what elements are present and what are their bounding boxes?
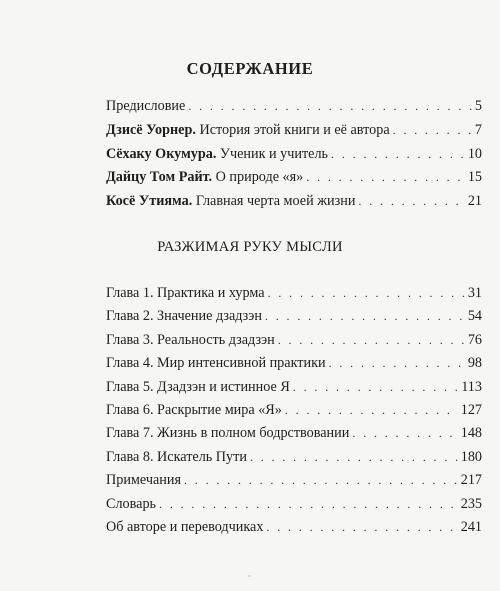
paper-speck (248, 575, 251, 577)
dot-leader (358, 194, 464, 208)
dot-leader (293, 380, 458, 394)
dot-leader (331, 147, 465, 161)
entry-author: Сёхаку Окумура. (106, 145, 217, 162)
entry-title: Об авторе и переводчиках (106, 518, 264, 535)
part-heading: РАЗЖИМАЯ РУКУ МЫСЛИ (157, 239, 343, 255)
entry-title (106, 193, 355, 210)
dot-leader (184, 473, 458, 487)
toc-entry (106, 425, 482, 448)
entry-title (106, 169, 303, 186)
dot-leader (285, 403, 458, 417)
entry-author: Косё Утияма. (106, 193, 193, 210)
dot-leader (329, 356, 465, 370)
page-number: 113 (461, 378, 482, 395)
page-number: 21 (467, 193, 482, 210)
page-number: 5 (474, 98, 482, 114)
toc-entry (106, 193, 482, 217)
toc-entry (106, 355, 482, 378)
page-number: 10 (467, 145, 482, 162)
dot-leader (268, 286, 465, 300)
page-number: 235 (460, 495, 482, 512)
toc-entry (106, 402, 482, 425)
front-matter-list (106, 98, 482, 217)
dot-leader (188, 99, 472, 113)
entry-title: Глава 4. Мир интенсивной практики (106, 355, 326, 372)
toc-entry (106, 519, 482, 542)
entry-title: Глава 3. Реальность дзадзэн (106, 331, 275, 348)
entry-title: Глава 7. Жизнь в полном бодрствовании (106, 425, 350, 442)
toc-entry (106, 169, 482, 193)
toc-entry (106, 98, 482, 122)
contents-heading: СОДЕРЖАНИЕ (186, 59, 314, 78)
toc-entry (106, 379, 482, 402)
page-number: 127 (460, 401, 482, 418)
toc-entry (106, 496, 482, 519)
page-number: 217 (460, 472, 482, 489)
page-number: 148 (460, 425, 482, 442)
toc-entry (106, 122, 482, 146)
entry-title: Глава 8. Искатель Пути (106, 448, 247, 465)
page-number: 241 (460, 518, 482, 535)
page-number: 54 (467, 308, 482, 325)
entry-title: Примечания (106, 472, 181, 489)
toc-entry (106, 308, 482, 331)
page-number: 15 (467, 169, 482, 186)
entry-title-text: Главная черта моей жизни (195, 193, 356, 210)
dot-leader (352, 426, 457, 440)
entry-title (106, 122, 390, 139)
page-number: 76 (467, 331, 482, 348)
entry-title: Глава 6. Раскрытие мира «Я» (106, 401, 282, 418)
toc-entry (106, 285, 482, 308)
dot-leader (159, 497, 458, 511)
entry-title (106, 146, 328, 163)
entry-title (106, 98, 185, 115)
dot-leader (265, 309, 465, 323)
entry-title: Глава 2. Значение дзадзэн (106, 308, 262, 325)
toc-entry (106, 449, 482, 472)
dot-leader (250, 450, 458, 464)
entry-title: Глава 1. Практика и хурма (106, 285, 265, 301)
toc-entry (106, 472, 482, 495)
chapter-list (106, 285, 482, 542)
dot-leader (306, 170, 465, 184)
toc-entry (106, 332, 482, 355)
dot-leader (266, 520, 457, 534)
dot-leader (393, 123, 472, 137)
entry-author: Дзисё Уорнер. (106, 121, 196, 138)
page-number: 31 (467, 285, 482, 301)
entry-title: Словарь (106, 495, 157, 512)
page-number: 98 (467, 355, 482, 372)
dot-leader (278, 333, 465, 347)
page-number: 7 (474, 121, 482, 138)
entry-title-text: История этой книги и её автора (199, 121, 390, 138)
entry-author: Дайцу Том Райт. (106, 169, 213, 186)
entry-title-text: Предисловие (106, 98, 186, 114)
toc-entry (106, 146, 482, 170)
entry-title: Глава 5. Дзадзэн и истинное Я (106, 378, 290, 395)
entry-title-text: Ученик и учитель (219, 145, 329, 162)
entry-title-text: О природе «я» (215, 169, 304, 186)
page-number: 180 (460, 448, 482, 465)
